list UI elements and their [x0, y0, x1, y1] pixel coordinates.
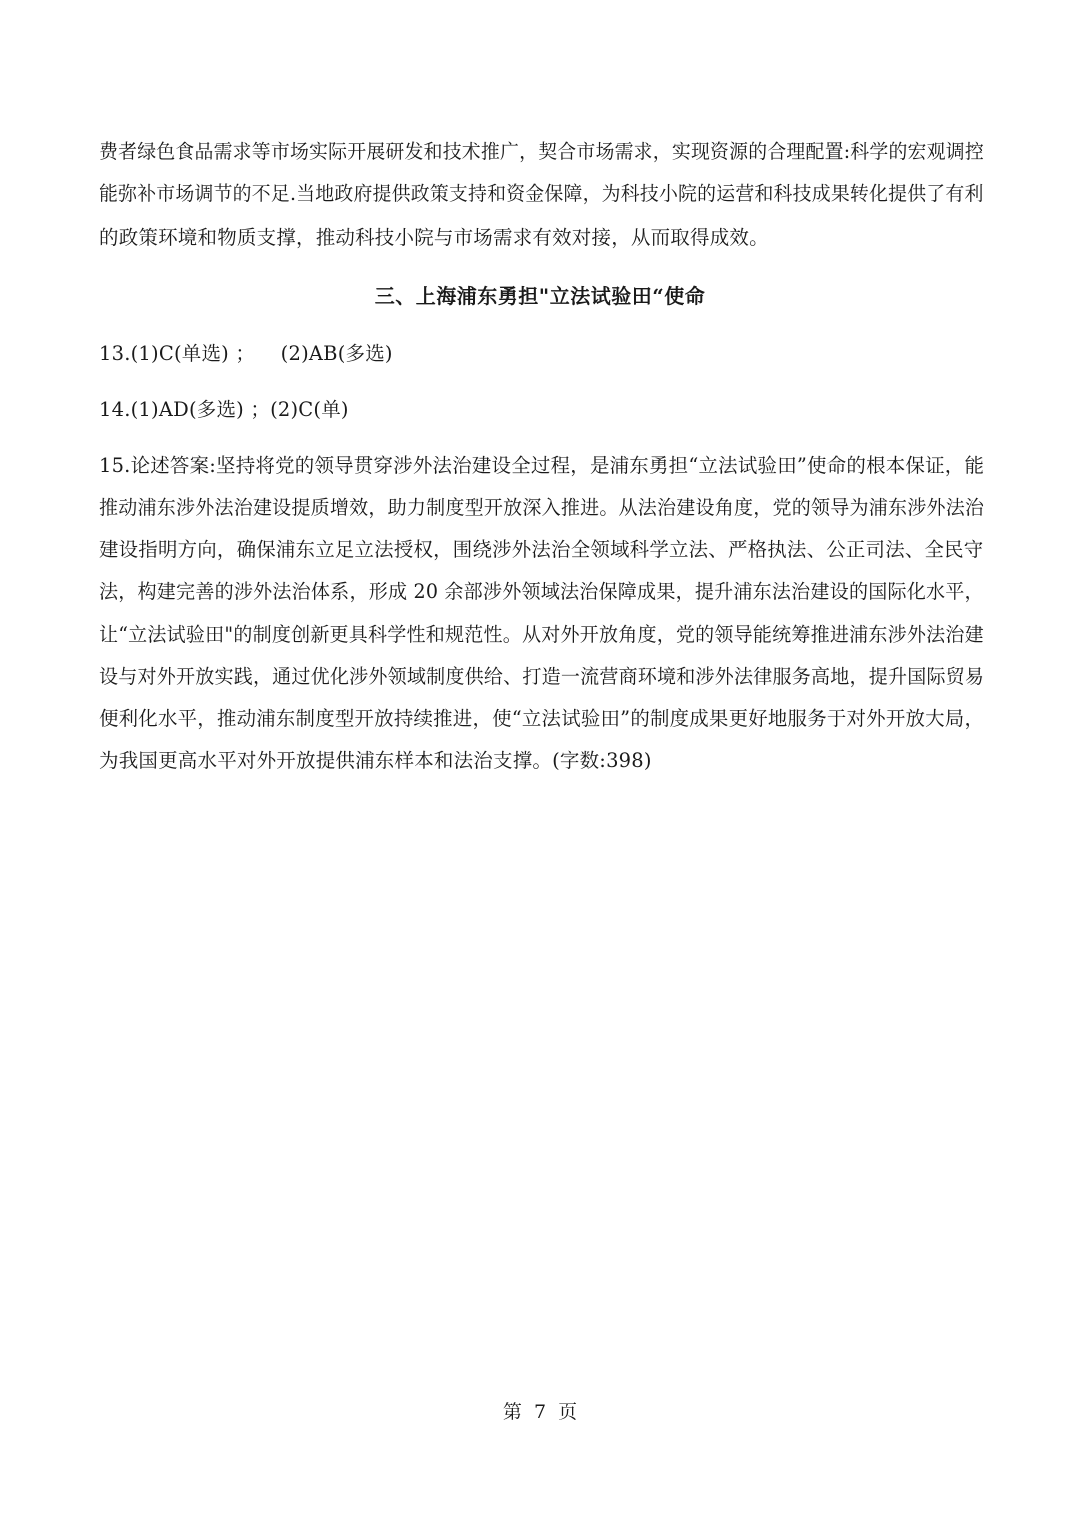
answer-q15-line: 法，构建完善的涉外法治体系，形成 20 余部涉外领域法治保障成果，提升浦东法治建设的国际化水平， — [99, 580, 984, 603]
answer-q15-line: 让“立法试验田"的制度创新更具科学性和规范性。从对外开放角度，党的领导能统筹推进浦东涉外法治建 — [99, 623, 984, 646]
answer-q15-line: 建设指明方向，确保浦东立足立法授权，围绕涉外法治全领域科学立法、严格执法、公正司法、全民守 — [99, 538, 984, 561]
paragraph-line: 的政策环境和物质支撑，推动科技小院与市场需求有效对接，从而取得成效。 — [99, 226, 769, 249]
answer-q15-line: 便利化水平，推动浦东制度型开放持续推进，使“立法试验田”的制度成果更好地服务于对外开放大局， — [99, 707, 985, 730]
answer-q15-line: 为我国更高水平对外开放提供浦东样本和法治支撑。(字数:398) — [99, 749, 652, 772]
answer-q15-line: 推动浦东涉外法治建设提质增效，助力制度型开放深入推进。从法治建设角度，党的领导为浦东涉外法治 — [99, 496, 985, 519]
paragraph-line: 能弥补市场调节的不足.当地政府提供政策支持和资金保障，为科技小院的运营和科技成果转化提供了有利 — [99, 182, 984, 205]
answer-q15-line: 设与对外开放实践，通过优化涉外领域制度供给、打造一流营商环境和涉外法律服务高地，提升国际贸易 — [99, 665, 985, 688]
answer-q15-line: 15.论述答案:坚持将党的领导贯穿涉外法治建设全过程，是浦东勇担“立法试验田”使命的根本保证，能 — [99, 454, 985, 477]
paragraph-line: 费者绿色食品需求等市场实际开展研发和技术推广，契合市场需求，实现资源的合理配置:科学的宏观调控 — [99, 140, 984, 163]
answer-q14: 14.(1)AD(多选) ；(2)C(单) — [99, 398, 349, 421]
page-number: 第 7 页 — [502, 1401, 578, 1423]
answer-q13: 13.(1)C(单选) ； (2)AB(多选) — [99, 342, 393, 365]
section-heading: 三、上海浦东勇担"立法试验田“使命 — [374, 284, 706, 308]
